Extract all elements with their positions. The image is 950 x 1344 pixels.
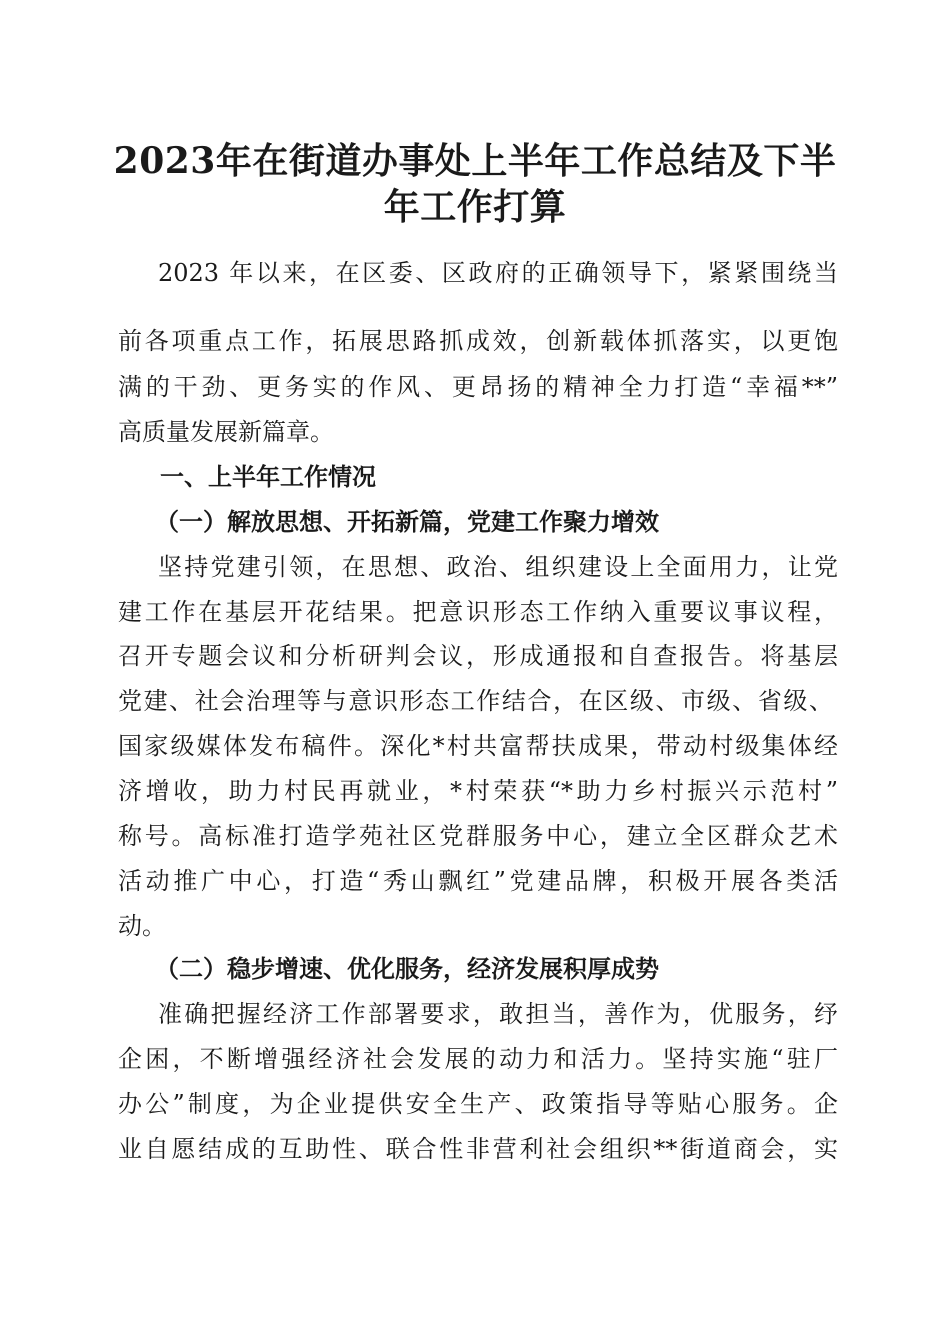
intro-line: 前各项重点工作，拓展思路抓成效，创新载体抓落实，以更饱 bbox=[118, 327, 838, 355]
intro-line: 高质量发展新篇章。 bbox=[118, 418, 334, 446]
title-line-2: 年工作打算 bbox=[383, 186, 567, 228]
document-title bbox=[100, 138, 850, 230]
body-line: 准确把握经济工作部署要求，敢担当，善作为，优服务，纾 bbox=[158, 1000, 838, 1028]
intro-line: 满的干劲、更务实的作风、更昂扬的精神全力打造“幸福**” bbox=[118, 373, 838, 401]
body-line: 建工作在基层开花结果。把意识形态工作纳入重要议事议程， bbox=[118, 598, 838, 626]
body-line: 称号。高标准打造学苑社区党群服务中心，建立全区群众艺术 bbox=[118, 822, 838, 850]
body-line: 济增收，助力村民再就业，*村荣获“*助力乡村振兴示范村” bbox=[118, 777, 838, 805]
intro-line: 2023 年以来，在区委、区政府的正确领导下，紧紧围绕当 bbox=[158, 259, 838, 287]
body-line: 召开专题会议和分析研判会议，形成通报和自查报告。将基层 bbox=[118, 642, 838, 670]
subsection-heading: （二）稳步增速、优化服务，经济发展积厚成势 bbox=[155, 954, 659, 983]
body-line: 企困，不断增强经济社会发展的动力和活力。坚持实施“驻厂 bbox=[118, 1045, 838, 1073]
body-line: 动。 bbox=[118, 912, 166, 940]
body-line: 活动推广中心，打造“秀山飘红”党建品牌，积极开展各类活 bbox=[118, 867, 838, 895]
body-line: 国家级媒体发布稿件。深化*村共富帮扶成果，带动村级集体经 bbox=[118, 732, 838, 760]
body-line: 办公”制度，为企业提供安全生产、政策指导等贴心服务。企 bbox=[118, 1090, 838, 1118]
body-line: 坚持党建引领，在思想、政治、组织建设上全面用力，让党 bbox=[158, 553, 838, 581]
body-line: 党建、社会治理等与意识形态工作结合，在区级、市级、省级、 bbox=[118, 687, 833, 715]
title-line-1: 2023年在街道办事处上半年工作总结及下半 bbox=[113, 140, 837, 182]
section-heading: 一、上半年工作情况 bbox=[160, 463, 376, 491]
body-line: 业自愿结成的互助性、联合性非营利社会组织**街道商会，实 bbox=[118, 1135, 838, 1163]
subsection-heading: （一）解放思想、开拓新篇，党建工作聚力增效 bbox=[155, 507, 659, 536]
